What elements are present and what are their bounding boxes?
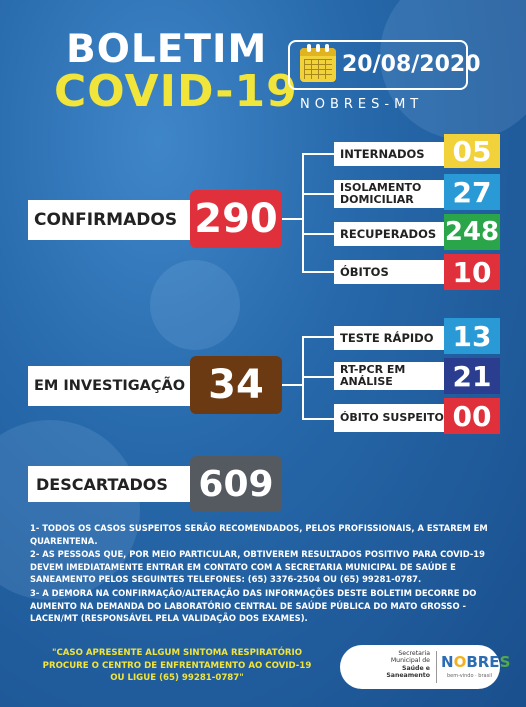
city-name: NOBRES-MT — [300, 97, 424, 112]
alert-line: PROCURE O CENTRO DE ENFRENTAMENTO AO COVID-19 — [42, 660, 312, 671]
logo-divider — [436, 651, 437, 683]
title-boletim: BOLETIM — [66, 27, 268, 72]
virus-decoration — [150, 260, 240, 350]
note-1: 1- TODOS OS CASOS SUSPEITOS SERÃO RECOMENDADOS, PELOS PROFISSIONAIS, A ESTAREM EM QUARENTENA. — [30, 523, 488, 546]
date-box — [288, 40, 481, 90]
bulletin-date: 20/08/2020 — [342, 52, 481, 77]
notes-section — [30, 522, 502, 626]
discarded-label: DESCARTADOS — [28, 466, 190, 502]
rt-pcr-label: RT-PCR EM ANÁLISE — [334, 362, 444, 390]
obito-suspeito-label: ÓBITO SUSPEITO — [334, 404, 444, 432]
obitos-value: 10 — [444, 254, 500, 290]
alert-line: "CASO APRESENTE ALGUM SINTOMA RESPIRATÓRIO — [51, 648, 303, 658]
connector-line — [282, 218, 302, 220]
rt-pcr-value: 21 — [444, 358, 500, 394]
confirmed-label: CONFIRMADOS — [28, 200, 190, 240]
title-covid: COVID-19 — [54, 66, 298, 117]
teste-rapido-value: 13 — [444, 318, 500, 354]
internados-value: 05 — [444, 134, 500, 168]
connector-line — [302, 376, 334, 378]
teste-rapido-label: TESTE RÁPIDO — [334, 326, 444, 350]
obitos-label: ÓBITOS — [334, 260, 444, 284]
investigation-label: EM INVESTIGAÇÃO — [28, 366, 190, 406]
calendar-icon — [300, 48, 336, 82]
discarded-value: 609 — [190, 456, 282, 512]
recuperados-label: RECUPERADOS — [334, 222, 444, 246]
nobres-brand: NOBRES — [441, 653, 511, 671]
note-2: 2- AS PESSOAS QUE, POR MEIO PARTICULAR, OBTIVEREM RESULTADOS POSITIVO PARA COVID-19 DEVEM IMEDIATAMENTE ENTRAR EM CONTATO COM A SECRETARIA MUNICIPAL DE SAÚDE E SANEAMENTO PELOS SEGUINTES TELEFONES: (65) 3376-2504 OU (65) 99281-0787. — [30, 549, 485, 585]
alert-line: OU LIGUE (65) 99281-0787" — [110, 673, 244, 683]
note-3: 3- A DEMORA NA CONFIRMAÇÃO/ALTERAÇÃO DAS INFORMAÇÕES DESTE BOLETIM DECORRE DO AUMENTO NA DEMANDA DO LABORATÓRIO CENTRAL DE SAÚDE PÚBLICA DO MATO GROSSO - LACEN/MT (RESPONSÁVEL PELA VALIDAÇÃO DOS EXAMES). — [30, 587, 477, 624]
connector-line — [302, 153, 304, 272]
secretaria-text: Secretaria Municipal de Saúde e Saneamento — [386, 650, 430, 679]
isolamento-value: 27 — [444, 174, 500, 210]
connector-line — [282, 384, 302, 386]
connector-line — [302, 153, 334, 155]
symptom-alert — [32, 647, 322, 685]
nobres-logo — [340, 645, 511, 689]
connector-line — [302, 418, 334, 420]
connector-line — [302, 271, 334, 273]
logo-tagline: bem-vindo · brasil — [447, 673, 492, 679]
isolamento-label: ISOLAMENTO DOMICILIAR — [334, 180, 444, 208]
confirmed-value: 290 — [190, 190, 282, 248]
obito-suspeito-value: 00 — [444, 398, 500, 434]
connector-line — [302, 233, 334, 235]
connector-line — [302, 336, 334, 338]
recuperados-value: 248 — [444, 214, 500, 250]
connector-line — [302, 336, 304, 420]
internados-label: INTERNADOS — [334, 142, 444, 166]
investigation-value: 34 — [190, 356, 282, 414]
connector-line — [302, 193, 334, 195]
